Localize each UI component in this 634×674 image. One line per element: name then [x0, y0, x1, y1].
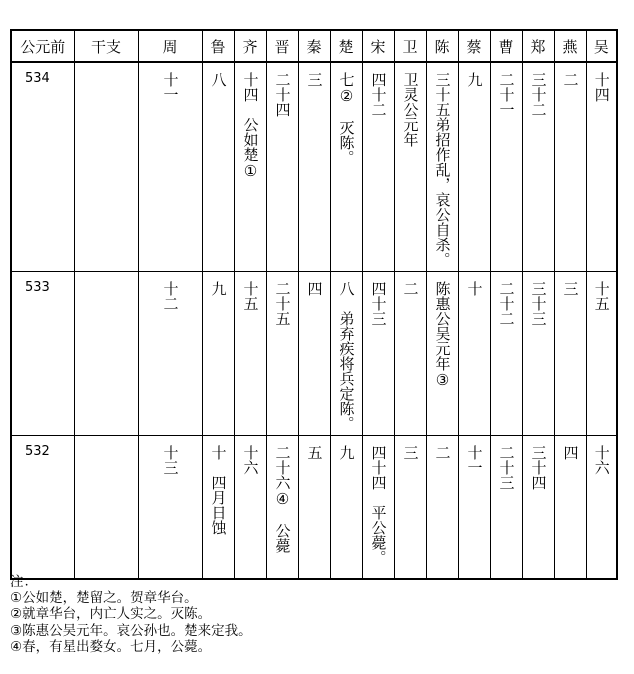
table-cell	[426, 436, 458, 579]
cell-text: 十	[465, 281, 484, 296]
cell-text: 十六	[241, 445, 260, 475]
cell-text: 四	[561, 445, 580, 460]
table-cell	[586, 436, 617, 579]
table-cell	[362, 436, 394, 579]
cell-text: 十五	[241, 281, 260, 311]
header-cell-chen: 陈	[426, 30, 458, 62]
table-cell	[586, 62, 617, 272]
cell-text: 十一	[465, 445, 484, 475]
table-cell	[394, 272, 426, 436]
cell-text: 二	[401, 281, 420, 296]
footnote-line: ④春，有星出婺女。七月，公薨。	[10, 638, 212, 655]
cell-text: 八	[209, 72, 228, 87]
table-cell	[522, 62, 554, 272]
header-cell-qi: 齐	[234, 30, 266, 62]
table-cell	[426, 272, 458, 436]
table-row	[11, 436, 617, 579]
cell-text: 二十二	[497, 281, 516, 326]
header-cell-zheng: 郑	[522, 30, 554, 62]
table-cell	[522, 272, 554, 436]
table-row	[11, 272, 617, 436]
cell-text: 九	[337, 445, 356, 460]
table-cell	[394, 62, 426, 272]
cell-text: 十 四月日蚀	[209, 445, 228, 535]
cell-text: 九	[465, 72, 484, 87]
cell-text: 十四	[592, 72, 611, 102]
table-cell	[234, 436, 266, 579]
year-cell: 532	[11, 436, 74, 579]
table-cell	[490, 272, 522, 436]
table-row	[11, 62, 617, 272]
cell-text: 二十三	[497, 445, 516, 490]
table-cell	[554, 272, 586, 436]
footnote-line: ③陈惠公吴元年。哀公孙也。楚来定我。	[10, 622, 252, 639]
year-cell: 533	[11, 272, 74, 436]
chronology-table-container	[10, 29, 614, 565]
cell-text: 十六	[592, 445, 611, 475]
cell-text: 四十三	[369, 281, 388, 326]
cell-text: 三	[305, 72, 324, 87]
table-cell	[202, 272, 234, 436]
header-cell-jin: 晋	[266, 30, 298, 62]
table-cell	[138, 62, 202, 272]
cell-text: 四十二	[369, 72, 388, 117]
header-cell-yan: 燕	[554, 30, 586, 62]
cell-text: 十三	[161, 445, 180, 475]
table-cell	[266, 436, 298, 579]
table-cell	[554, 436, 586, 579]
cell-text: 二十五	[273, 281, 292, 326]
table-cell	[234, 62, 266, 272]
cell-text: 三十二	[529, 72, 548, 117]
header-cell-song: 宋	[362, 30, 394, 62]
footnote-line: ②就章华台，内亡人实之。灭陈。	[10, 606, 212, 623]
header-cell-chu: 楚	[330, 30, 362, 62]
table-cell	[330, 62, 362, 272]
header-cell-cao: 曹	[490, 30, 522, 62]
cell-text: 二	[561, 72, 580, 87]
cell-text: 三十四	[529, 445, 548, 490]
table-cell	[298, 62, 330, 272]
table-cell	[266, 62, 298, 272]
cell-text: 十四 公如楚①	[241, 72, 260, 180]
table-cell	[330, 272, 362, 436]
cell-text: 四十四 平公薨。	[369, 445, 388, 565]
cell-text: 二十一	[497, 72, 516, 117]
table-cell	[138, 436, 202, 579]
header-cell-lu: 鲁	[202, 30, 234, 62]
header-cell-zhou: 周	[138, 30, 202, 62]
cell-text: 七② 灭陈。	[337, 72, 356, 165]
table-cell	[586, 272, 617, 436]
table-cell	[458, 62, 490, 272]
table-cell	[74, 272, 138, 436]
footnotes-title: 注：	[10, 574, 37, 590]
cell-text: 陈惠公吴元年③	[433, 281, 452, 389]
header-cell-cai: 蔡	[458, 30, 490, 62]
cell-text: 三	[561, 281, 580, 296]
table-cell	[138, 272, 202, 436]
table-cell	[490, 436, 522, 579]
cell-text: 十五	[592, 281, 611, 311]
table-cell	[394, 436, 426, 579]
table-cell	[202, 436, 234, 579]
table-cell	[426, 62, 458, 272]
header-cell-ganzhi: 干支	[74, 30, 138, 62]
table-cell	[554, 62, 586, 272]
footnote-line: ①公如楚，楚留之。贺章华台。	[10, 590, 198, 607]
table-cell	[298, 272, 330, 436]
table-cell	[74, 62, 138, 272]
table-cell	[74, 436, 138, 579]
table-cell	[330, 436, 362, 579]
table-cell	[362, 272, 394, 436]
cell-text: 十一	[161, 72, 180, 102]
header-cell-qin: 秦	[298, 30, 330, 62]
table-cell	[458, 436, 490, 579]
cell-text: 二十六④ 公薨	[273, 445, 292, 553]
cell-text: 四	[305, 281, 324, 296]
cell-text: 三	[401, 445, 420, 460]
cell-text: 八 弟弃疾将兵定陈。	[337, 281, 356, 431]
header-cell-wei: 卫	[394, 30, 426, 62]
table-cell	[202, 62, 234, 272]
cell-text: 二十四	[273, 72, 292, 117]
header-row	[11, 30, 617, 62]
table-cell	[522, 436, 554, 579]
table-cell	[490, 62, 522, 272]
chronology-table	[10, 29, 618, 580]
table-cell	[458, 272, 490, 436]
header-cell-year: 公元前	[11, 30, 74, 62]
cell-text: 二	[433, 445, 452, 460]
table-cell	[266, 272, 298, 436]
table-cell	[298, 436, 330, 579]
year-cell: 534	[11, 62, 74, 272]
cell-text: 三十三	[529, 281, 548, 326]
header-cell-wu: 吴	[586, 30, 617, 62]
table-cell	[234, 272, 266, 436]
cell-text: 五	[305, 445, 324, 460]
table-cell	[362, 62, 394, 272]
cell-text: 九	[209, 281, 228, 296]
cell-text: 三十五弟招作乱，哀公自杀。	[433, 72, 452, 267]
cell-text: 卫灵公元年	[401, 72, 420, 147]
cell-text: 十二	[161, 281, 180, 311]
footnotes	[10, 574, 252, 655]
